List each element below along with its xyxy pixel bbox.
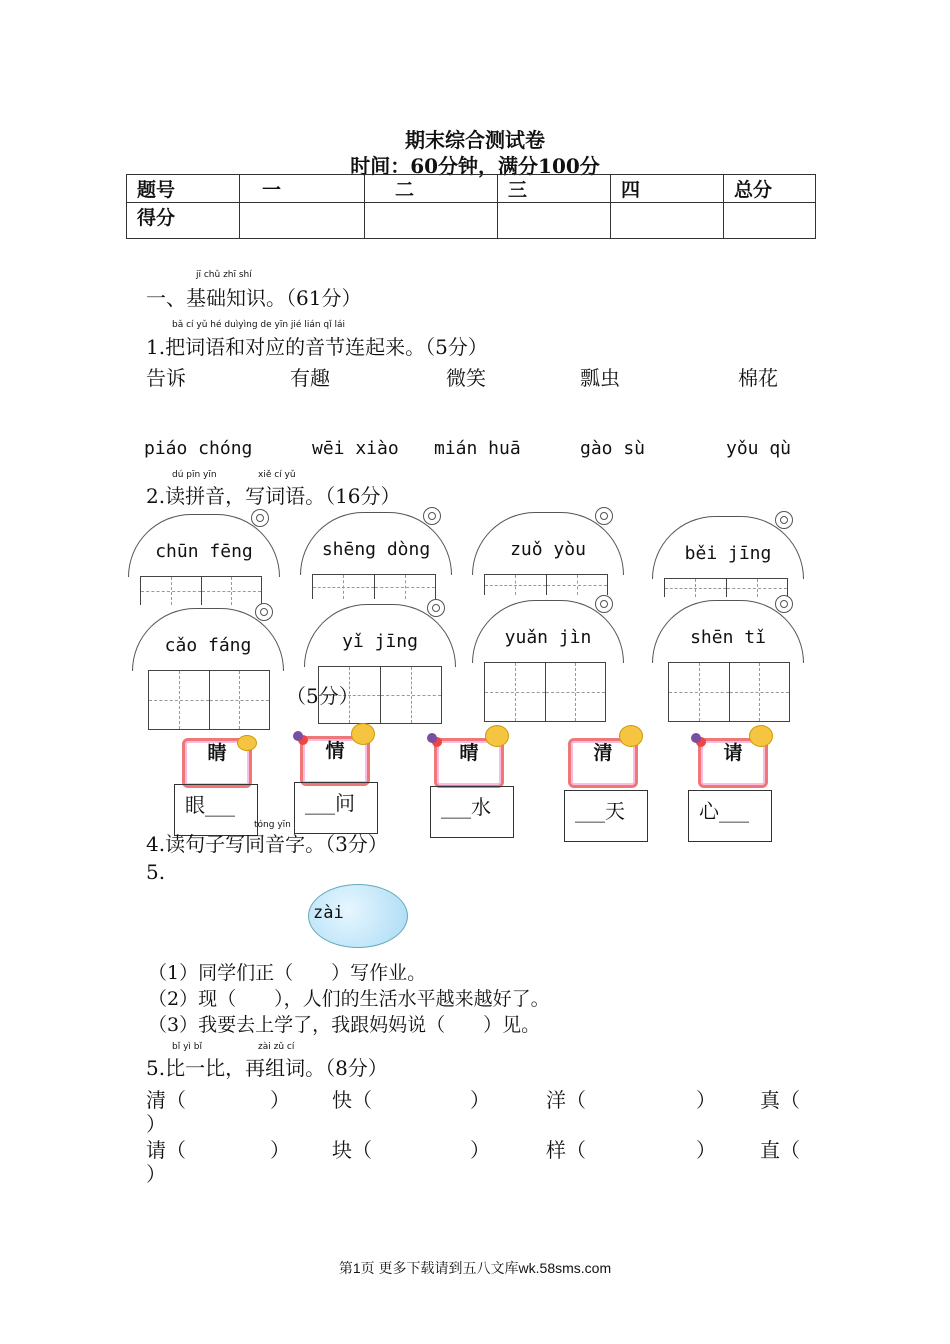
section1-heading: 一、基础知识。（61分） [146, 286, 362, 310]
q1-heading: 1.把词语和对应的音节连起来。（5分） [146, 335, 488, 359]
bear-icon [237, 735, 257, 751]
card-character: 晴 [459, 742, 479, 764]
score-header-cell: 四 [611, 175, 724, 203]
compare-close: ） [270, 1138, 290, 1162]
score-cell[interactable] [365, 203, 498, 239]
balloon-icon [427, 733, 437, 743]
q4-heading: 4.读句子写同音字。（3分） [146, 832, 388, 856]
flower-icon [595, 595, 613, 613]
score-row-label: 得分 [127, 203, 240, 239]
q3-score: （5分） [286, 684, 359, 708]
compare-item: 清（ [146, 1088, 186, 1112]
bear-icon [619, 725, 643, 747]
q2-pinyin: xiě cí yǔ [258, 470, 296, 480]
bear-icon [749, 725, 773, 747]
compare-wrap: ） [146, 1162, 166, 1186]
q1-syllable: wēi xiào [312, 438, 399, 459]
character-card [300, 736, 370, 786]
q1-syllable: yǒu qù [726, 438, 792, 459]
character-card [182, 738, 252, 788]
fill-box[interactable] [564, 790, 648, 842]
pinyin-hut [472, 600, 622, 720]
score-header-cell: 一 [240, 175, 365, 203]
compare-item: 块（ [332, 1138, 372, 1162]
q1-syllable: gào sù [580, 438, 646, 459]
writing-grid[interactable] [484, 662, 606, 722]
card-character: 清 [593, 742, 613, 764]
q5-number: 5. [146, 860, 166, 884]
q1-word: 微笑 [446, 366, 486, 390]
q6-pinyin: bǐ yì bǐ [172, 1042, 202, 1052]
q1-word: 瓢虫 [580, 366, 620, 390]
score-table [126, 174, 816, 239]
compare-close: ） [696, 1088, 716, 1112]
pinyin-hut [652, 600, 802, 720]
compare-item: 快（ [332, 1088, 372, 1112]
lemon-pinyin: zài [313, 903, 344, 923]
compare-close: ） [470, 1088, 490, 1112]
bear-icon [485, 725, 509, 747]
q5-sentence: （3）我要去上学了，我跟妈妈说（ ）见。 [148, 1014, 541, 1036]
writing-grid[interactable] [664, 578, 788, 597]
q1-word: 棉花 [738, 366, 778, 390]
q6-pinyin: zài zǔ cí [258, 1042, 295, 1052]
flower-icon [427, 599, 445, 617]
section1-pinyin: jī chǔ zhī shí [196, 270, 252, 280]
hut-pinyin: zuǒ yòu [510, 539, 586, 560]
q5-sentence: （1）同学们正（ ）写作业。 [148, 962, 427, 984]
q1-pinyin: bǎ cí yǔ hé duìyìng de yīn jié lián qǐ lái [172, 320, 345, 330]
flower-icon [775, 595, 793, 613]
balloon-icon [691, 733, 701, 743]
compare-item: 真（ [760, 1088, 800, 1112]
compare-item: 洋（ [546, 1088, 586, 1112]
q2-heading: 2.读拼音，写词语。（16分） [146, 484, 401, 508]
q6-heading: 5.比一比，再组词。（8分） [146, 1056, 388, 1080]
card-character: 睛 [207, 742, 227, 764]
hut-pinyin: chūn fēng [155, 541, 253, 562]
writing-grid[interactable] [668, 662, 790, 722]
compare-close: ） [470, 1138, 490, 1162]
card-character: 请 [723, 742, 743, 764]
card-character: 情 [325, 740, 345, 762]
score-cell[interactable] [724, 203, 816, 239]
fill-box-text: 眼___ [185, 793, 235, 817]
compare-close: ） [270, 1088, 290, 1112]
score-header-cell: 三 [498, 175, 611, 203]
flower-icon [423, 507, 441, 525]
q1-word: 有趣 [290, 366, 330, 390]
flower-icon [255, 603, 273, 621]
score-cell[interactable] [498, 203, 611, 239]
q1-syllable: mián huā [434, 438, 521, 459]
flower-icon [595, 507, 613, 525]
fill-box[interactable] [688, 790, 772, 842]
page-footer: 第1页 更多下载请到五八文库wk.58sms.com [338, 1260, 612, 1276]
compare-item: 样（ [546, 1138, 586, 1162]
character-card [568, 738, 638, 788]
score-header-cell: 二 [365, 175, 498, 203]
bear-icon [351, 723, 375, 745]
fill-box-text: ___天 [575, 799, 625, 823]
page-subtitle: 时间：60分钟，满分100分 [350, 154, 600, 178]
fill-box-text: ___水 [441, 795, 491, 819]
compare-close: ） [696, 1138, 716, 1162]
pinyin-hut [132, 608, 282, 728]
q5-sentence: （2）现（ ），人们的生活水平越来越好了。 [148, 988, 550, 1010]
score-header-cell: 题号 [127, 175, 240, 203]
writing-grid[interactable] [148, 670, 270, 730]
character-card [698, 738, 768, 788]
fill-box-text: ___问 [305, 791, 355, 815]
writing-grid[interactable] [484, 574, 608, 595]
hut-pinyin: yuǎn jìn [504, 627, 592, 648]
q1-word: 告诉 [146, 366, 186, 390]
hut-pinyin: shēng dòng [321, 539, 431, 560]
writing-grid[interactable] [140, 576, 262, 605]
balloon-icon [293, 731, 303, 741]
character-card [434, 738, 504, 788]
score-cell[interactable] [240, 203, 365, 239]
hut-pinyin: cǎo fáng [164, 635, 252, 656]
hut-pinyin: shēn tǐ [690, 627, 766, 648]
score-header-cell: 总分 [724, 175, 816, 203]
q2-pinyin: dú pīn yīn [172, 470, 217, 480]
compare-item: 请（ [146, 1138, 186, 1162]
lemon-card [308, 884, 408, 948]
compare-item: 直（ [760, 1138, 800, 1162]
compare-wrap: ） [146, 1112, 166, 1136]
fill-box[interactable] [294, 782, 378, 834]
hut-pinyin: běi jīng [684, 543, 772, 564]
q1-syllable: piáo chóng [144, 438, 253, 459]
hut-pinyin: yǐ jīng [342, 631, 418, 652]
q4-pinyin: tóng yīn [254, 820, 291, 830]
fill-box[interactable] [430, 786, 514, 838]
flower-icon [251, 509, 269, 527]
fill-box-text: 心___ [699, 799, 749, 823]
score-cell[interactable] [611, 203, 724, 239]
page-title: 期末综合测试卷 [405, 128, 545, 152]
writing-grid[interactable] [312, 574, 436, 599]
flower-icon [775, 511, 793, 529]
